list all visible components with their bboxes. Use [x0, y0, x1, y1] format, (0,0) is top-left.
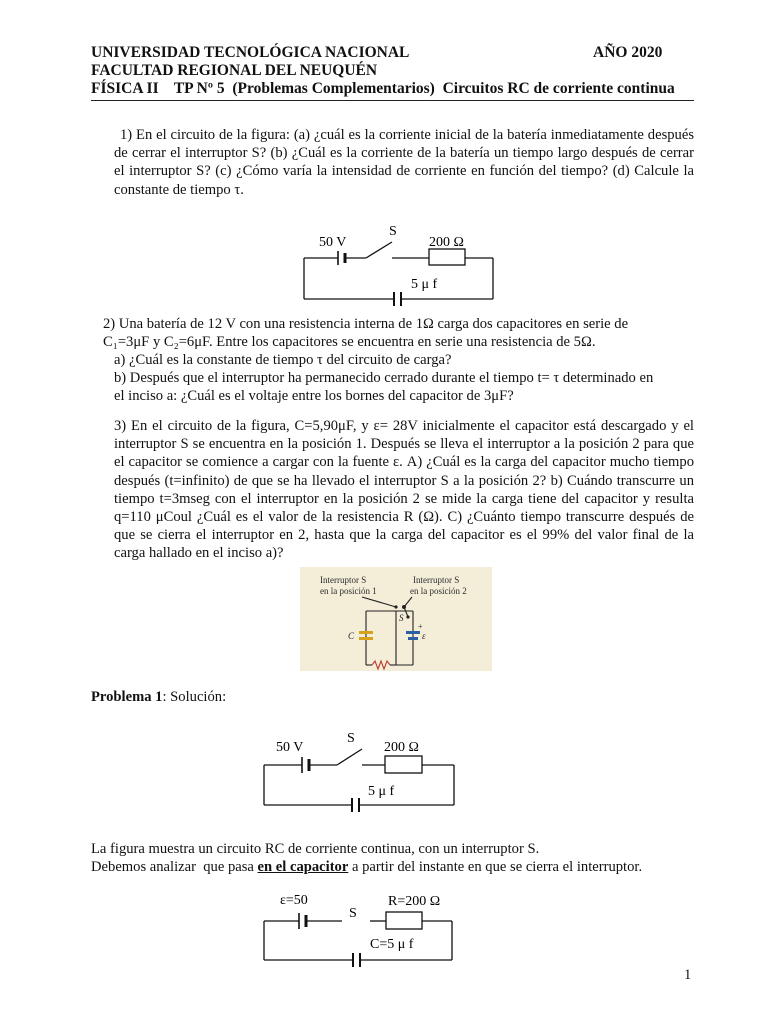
- voltage-label: 50 V: [276, 740, 304, 755]
- circuit-diagram-2: [250, 728, 470, 816]
- problem-2-intro-1: 2) Una batería de 12 V con una resistencia interna de 1Ω carga dos capacitores en serie de: [103, 316, 629, 332]
- year-label: AÑO 2020: [593, 44, 663, 61]
- problem-2-part-b-1: b) Después que el interruptor ha permanecido cerrado durante el tiempo t= τ determinado en: [114, 370, 654, 386]
- switch-label: S: [347, 731, 355, 746]
- page-number: 1: [684, 967, 692, 983]
- solution-heading: [91, 688, 226, 706]
- resistor-label: R=200 Ω: [388, 894, 441, 909]
- photo-label-s: S: [399, 613, 404, 623]
- photo-label-c: C: [348, 631, 355, 641]
- capacitor-label: 5 μ f: [368, 784, 395, 799]
- emf-label: ε=50: [280, 893, 308, 908]
- header-rule: [91, 100, 694, 101]
- photo-label-epsilon: ε: [422, 631, 426, 641]
- solution-line-2: [91, 858, 642, 876]
- photo-label-pos1-a: Interruptor S: [320, 575, 367, 585]
- solution-line-2-post: a partir del instante en que se cierra el interruptor.: [348, 859, 643, 875]
- resistor-label: 200 Ω: [429, 235, 464, 250]
- course-title: FÍSICA II TP Nº 5 (Problemas Complementarios) Circuitos RC de corriente continua: [91, 80, 675, 97]
- problem-3-text: 3) En el circuito de la figura, C=5,90μF, y ε= 28V inicialmente el capacitor está descargado y el interruptor S se encuentra en la posición 1. Después se lleva el interruptor a la posición 2 para que el capacitor se comience a cargar con la fuente ε. A) ¿Cuál es la carga del capacitor mucho tiempo después (t=infinito) de que se ha llevado el interruptor S a la posición 2? b) Cuándo transcurre un tiempo t=3mseg con el interruptor en la posición 2 se mide la carga tiene del capacitor y resulta q=110 μCoul ¿Cuál es el valor de la resistencia R (Ω). C) ¿Cuánto tiempo transcurre después de que se cierra el interruptor en 2, hasta que la carga del capacitor es el 99% del valor final de la carga hallado en el inciso a)?: [114, 418, 694, 562]
- solution-line-2-emphasis: en el capacitor: [257, 859, 349, 875]
- circuit-photo-figure: [300, 567, 492, 671]
- capacitor-label: C=5 μ f: [370, 937, 414, 952]
- solution-heading-bold: Problema 1: [91, 689, 163, 705]
- problem-2-part-a: a) ¿Cuál es la constante de tiempo τ del circuito de carga?: [114, 352, 452, 368]
- voltage-label: 50 V: [319, 235, 347, 250]
- problem-1-text: 1) En el circuito de la figura: (a) ¿cuál es la corriente inicial de la batería inmediatamente después de cerrar el interruptor S? (b) ¿Cuál es la corriente de la batería un tiempo largo después de cerrar el interruptor S? (c) ¿Cómo varía la intensidad de corriente en función del tiempo? (d) Calcule la constante de tiempo τ.: [114, 127, 694, 198]
- problem-2-part-b-2: el inciso a: ¿Cuál es el voltaje entre los bornes del capacitor de 3μF?: [114, 388, 514, 404]
- solution-line-2-pre: Debemos analizar que pasa: [91, 859, 258, 875]
- circuit-diagram-3: [250, 884, 470, 972]
- solution-heading-rest: : Solución:: [162, 689, 227, 705]
- circuit-diagram-1: [290, 222, 510, 312]
- university-name: UNIVERSIDAD TECNOLÓGICA NACIONAL: [91, 44, 410, 61]
- solution-line-1: La figura muestra un circuito RC de corriente continua, con un interruptor S.: [91, 841, 540, 857]
- problem-2-intro-2: C₁=3μF y C₂=6μF. Entre los capacitores se encuentra en serie una resistencia de 5Ω.: [103, 334, 596, 350]
- photo-label-pos2-b: en la posición 2: [410, 586, 467, 596]
- faculty-name: FACULTAD REGIONAL DEL NEUQUÉN: [91, 62, 378, 79]
- photo-label-pos2-a: Interruptor S: [413, 575, 460, 585]
- capacitor-label: 5 μ f: [411, 277, 438, 292]
- photo-label-plus: +: [418, 622, 423, 631]
- switch-label: S: [389, 224, 397, 239]
- switch-label: S: [349, 906, 357, 921]
- resistor-label: 200 Ω: [384, 740, 419, 755]
- photo-label-pos1-b: en la posición 1: [320, 586, 377, 596]
